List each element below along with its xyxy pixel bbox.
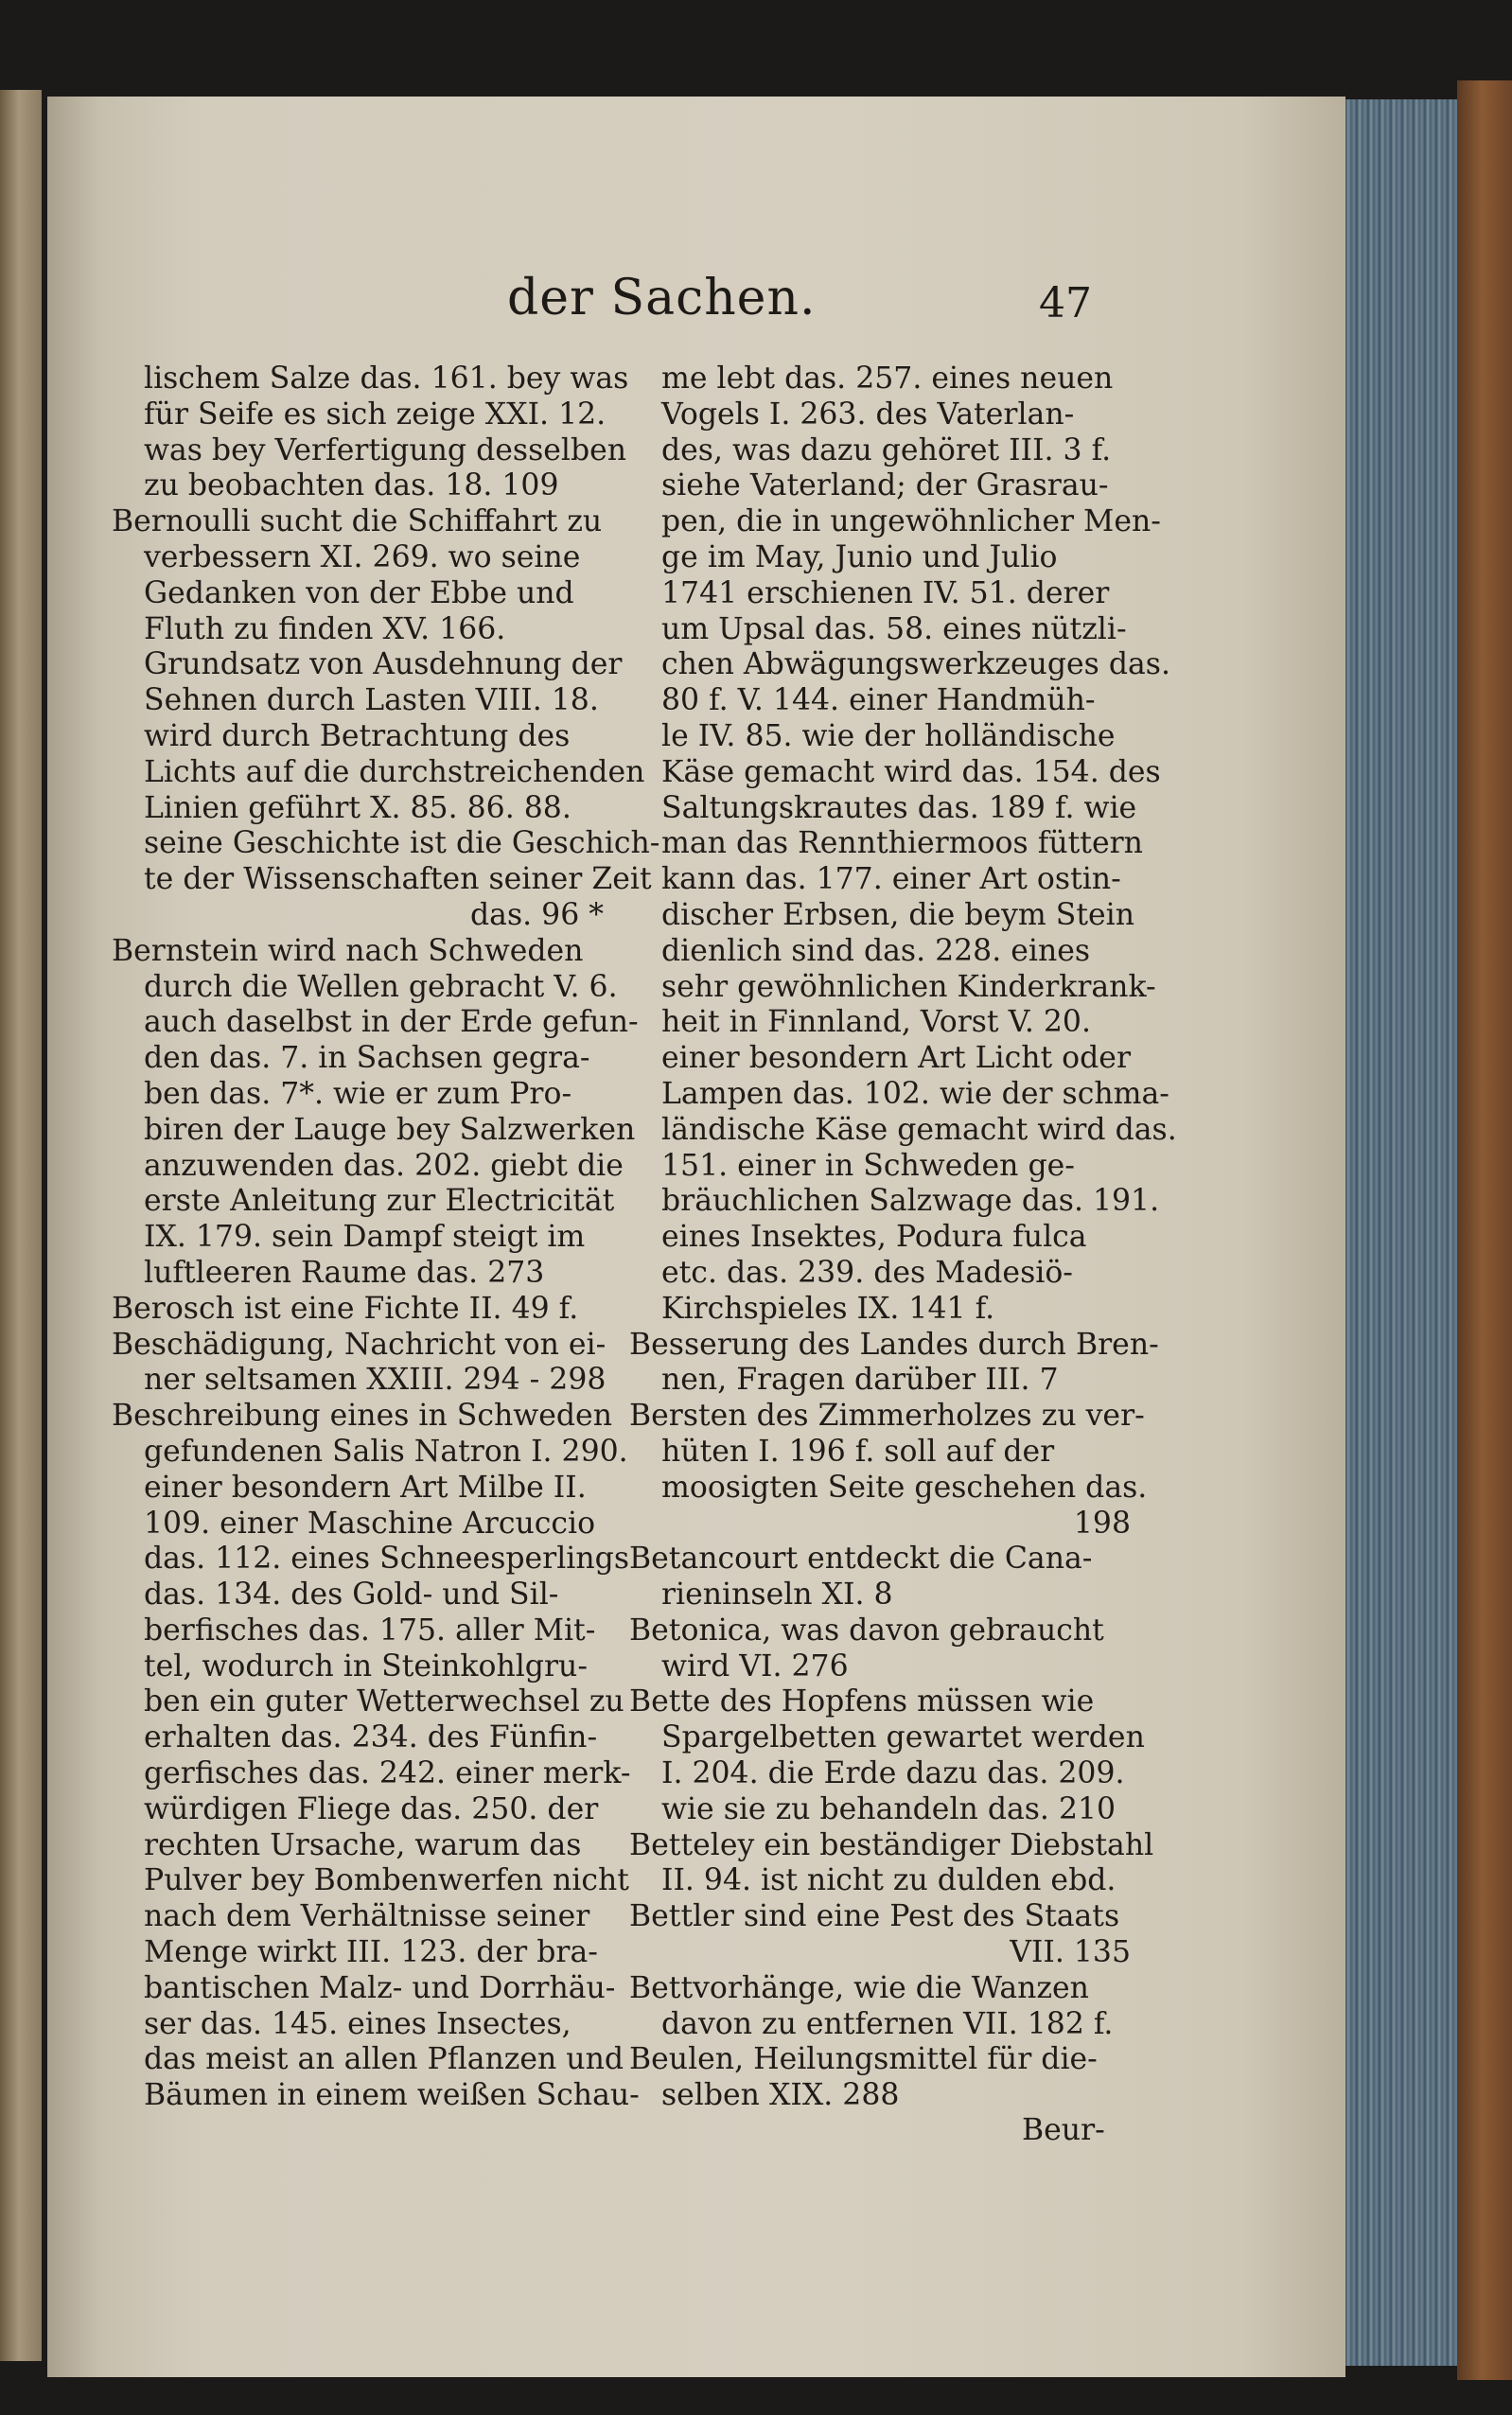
index-line: Lichts auf die durchstreichenden (144, 754, 645, 789)
index-line: was bey Verfertigung desselben (144, 432, 627, 467)
index-line: wie sie zu behandeln das. 210 (661, 1791, 1116, 1826)
index-line: ner seltsamen XXIII. 294 - 298 (144, 1363, 607, 1398)
index-line: bräuchlichen Salzwage das. 191. (661, 1184, 1160, 1219)
index-line: das. 112. eines Schneesperlings (144, 1542, 629, 1577)
page-number: 47 (1039, 279, 1092, 327)
index-line: II. 94. ist nicht zu dulden ebd. (661, 1863, 1116, 1898)
index-line: bantischen Malz- und Dorrhäu- (144, 1970, 616, 2005)
index-line: chen Abwägungswerkzeuges das. (661, 647, 1170, 682)
index-line: nach dem Verhältnisse seiner (144, 1899, 590, 1934)
index-line: Käse gemacht wird das. 154. des (661, 754, 1161, 789)
index-line: Beschädigung, Nachricht von ei- (112, 1327, 607, 1362)
index-line: durch die Wellen gebracht V. 6. (144, 969, 618, 1004)
index-line: gefundenen Salis Natron I. 290. (144, 1434, 628, 1469)
index-line: Spargelbetten gewartet werden (661, 1720, 1145, 1755)
index-line: Bernoulli sucht die Schiffahrt zu (112, 504, 603, 539)
index-line: seine Geschichte ist die Geschich- (144, 826, 660, 861)
index-line: wird VI. 276 (661, 1648, 849, 1683)
index-line: Bettler sind eine Pest des Staats (629, 1899, 1120, 1934)
index-line: nen, Fragen darüber III. 7 (661, 1363, 1059, 1398)
index-line: etc. das. 239. des Madesiö- (661, 1255, 1073, 1290)
index-line: kann das. 177. einer Art ostin- (661, 862, 1121, 897)
right-column (629, 361, 1177, 2114)
index-line: Besserung des Landes durch Bren- (629, 1327, 1159, 1362)
left-page-edge (0, 90, 42, 2361)
index-line: siehe Vaterland; der Grasrau- (661, 468, 1109, 503)
index-line: 80 f. V. 144. einer Handmüh- (661, 683, 1096, 718)
index-line: wird durch Betrachtung des (144, 718, 571, 753)
index-line: den das. 7. in Sachsen gegra- (144, 1041, 590, 1076)
index-line: für Seife es sich zeige XXI. 12. (144, 397, 607, 432)
index-line: 151. einer in Schweden ge- (661, 1148, 1075, 1183)
index-line: das. 96 * (470, 897, 604, 932)
index-line: Fluth zu finden XV. 166. (144, 611, 506, 646)
index-line: rieninseln XI. 8 (661, 1578, 893, 1613)
index-line: zu beobachten das. 18. 109 (144, 468, 559, 503)
index-line: das meist an allen Pflanzen und (144, 2042, 624, 2077)
index-line: eines Insektes, Podura fulca (661, 1220, 1087, 1255)
index-line: Lampen das. 102. wie der schma- (661, 1076, 1169, 1111)
index-line: Pulver bey Bombenwerfen nicht (144, 1863, 629, 1898)
catchword: Beur- (1022, 2113, 1105, 2147)
index-line: Betancourt entdeckt die Cana- (629, 1542, 1093, 1577)
index-line: IX. 179. sein Dampf steigt im (144, 1220, 586, 1255)
index-line: Sehnen durch Lasten VIII. 18. (144, 683, 599, 718)
index-line: 109. einer Maschine Arcuccio (144, 1506, 596, 1541)
index-line: anzuwenden das. 202. giebt die (144, 1148, 624, 1183)
index-line: tel, wodurch in Steinkohlgru- (144, 1648, 588, 1683)
index-line: Bernstein wird nach Schweden (112, 933, 584, 968)
index-line: Berosch ist eine Fichte II. 49 f. (112, 1291, 579, 1326)
index-line: des, was dazu gehöret III. 3 f. (661, 432, 1112, 467)
index-line: verbessern XI. 269. wo seine (144, 539, 581, 574)
index-line: VII. 135 (1010, 1935, 1131, 1970)
index-line: Betonica, was davon gebraucht (629, 1613, 1104, 1648)
index-line: Kirchspieles IX. 141 f. (661, 1291, 995, 1326)
index-line: man das Rennthiermoos füttern (661, 826, 1143, 861)
left-column (112, 361, 660, 2114)
index-line: auch daselbst in der Erde gefun- (144, 1005, 639, 1040)
index-line: Grundsatz von Ausdehnung der (144, 647, 623, 682)
index-line: ser das. 145. eines Insectes, (144, 2006, 571, 2041)
index-line: 1741 erschienen IV. 51. derer (661, 575, 1110, 610)
book-cover-edge (1457, 80, 1512, 2380)
index-line: Bersten des Zimmerholzes zu ver- (629, 1399, 1145, 1434)
index-line: Vogels I. 263. des Vaterlan- (661, 397, 1075, 432)
index-line: Bettvorhänge, wie die Wanzen (629, 1970, 1089, 2005)
index-line: ben das. 7*. wie er zum Pro- (144, 1076, 572, 1111)
index-line: hüten I. 196 f. soll auf der (661, 1434, 1055, 1469)
index-line: discher Erbsen, die beym Stein (661, 897, 1135, 932)
index-line: heit in Finnland, Vorst V. 20. (661, 1005, 1091, 1040)
index-line: ge im May, Junio und Julio (661, 539, 1058, 574)
running-head: der Sachen. (507, 270, 817, 326)
index-line: dienlich sind das. 228. eines (661, 933, 1091, 968)
index-line: erhalten das. 234. des Fünfin- (144, 1720, 598, 1755)
index-line: das. 134. des Gold- und Sil- (144, 1578, 559, 1613)
index-line: würdigen Fliege das. 250. der (144, 1791, 599, 1826)
index-line: le IV. 85. wie der holländische (661, 718, 1116, 753)
index-line: sehr gewöhnlichen Kinderkrank- (661, 969, 1156, 1004)
index-line: erste Anleitung zur Electricität (144, 1184, 615, 1219)
index-line: um Upsal das. 58. eines nützli- (661, 611, 1127, 646)
index-line: luftleeren Raume das. 273 (144, 1255, 545, 1290)
index-line: lischem Salze das. 161. bey was (144, 361, 629, 396)
index-line: ländische Käse gemacht wird das. (661, 1112, 1177, 1147)
index-line: davon zu entfernen VII. 182 f. (661, 2006, 1114, 2041)
index-line: Saltungskrautes das. 189 f. wie (661, 790, 1137, 825)
index-line: Beschreibung eines in Schweden (112, 1399, 612, 1434)
index-line: rechten Ursache, warum das (144, 1827, 582, 1862)
index-line: einer besondern Art Licht oder (661, 1041, 1132, 1076)
index-line: me lebt das. 257. eines neuen (661, 361, 1114, 396)
index-line: selben XIX. 288 (661, 2078, 900, 2113)
index-line: biren der Lauge bey Salzwerken (144, 1112, 636, 1147)
index-line: Betteley ein beständiger Diebstahl (629, 1827, 1154, 1862)
index-line: moosigten Seite geschehen das. (661, 1470, 1148, 1505)
index-line: Beulen, Heilungsmittel für die- (629, 2042, 1098, 2077)
index-line: gerfisches das. 242. einer merk- (144, 1756, 631, 1791)
index-line: Gedanken von der Ebbe und (144, 575, 574, 610)
index-line: te der Wissenschaften seiner Zeit (144, 862, 652, 897)
index-line: Menge wirkt III. 123. der bra- (144, 1935, 598, 1970)
index-line: einer besondern Art Milbe II. (144, 1470, 587, 1505)
index-line: pen, die in ungewöhnlicher Men- (661, 504, 1161, 539)
index-line: Bäumen in einem weißen Schau- (144, 2078, 640, 2113)
index-line: 198 (1073, 1506, 1131, 1541)
index-line: ben ein guter Wetterwechsel zu (144, 1684, 624, 1719)
index-line: berfisches das. 175. aller Mit- (144, 1613, 596, 1648)
index-line: Linien geführt X. 85. 86. 88. (144, 790, 571, 825)
index-line: Bette des Hopfens müssen wie (629, 1684, 1095, 1719)
index-line: I. 204. die Erde dazu das. 209. (661, 1756, 1125, 1791)
